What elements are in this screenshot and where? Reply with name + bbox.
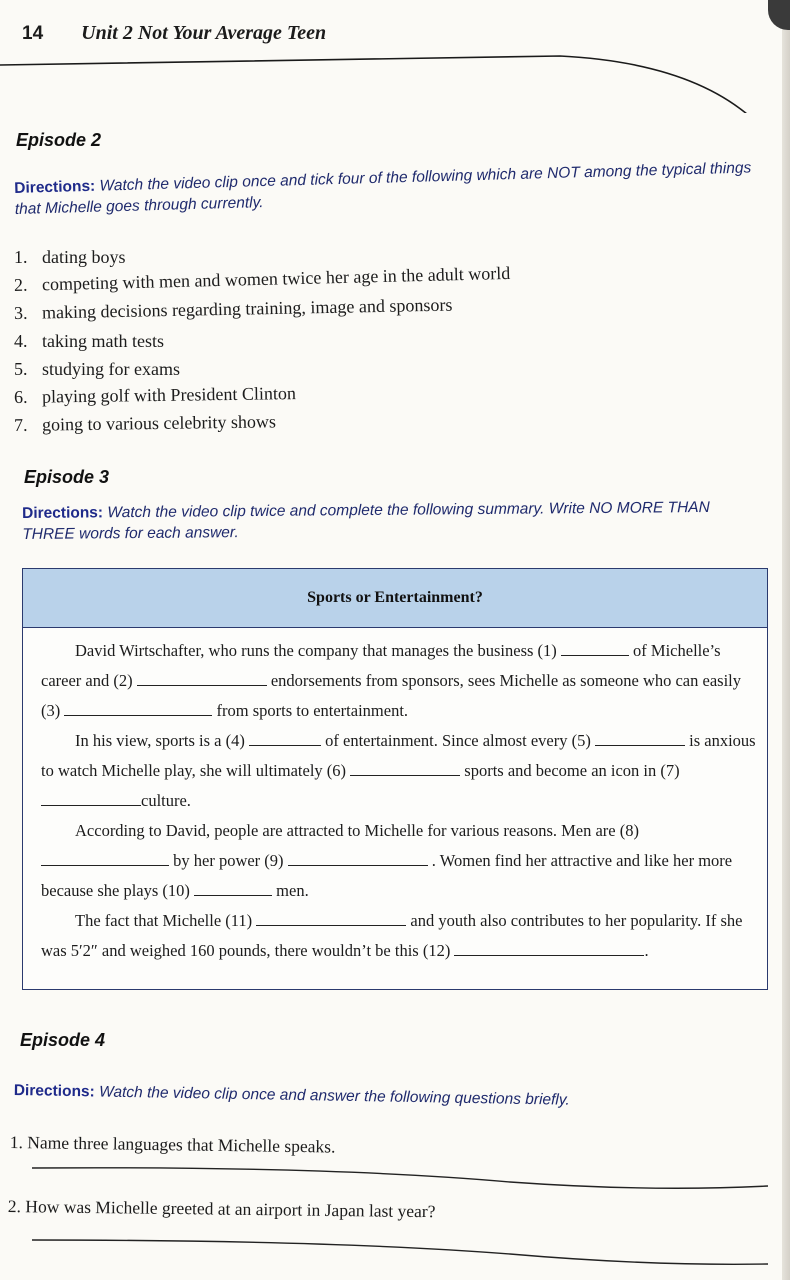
blank-12[interactable] <box>454 941 644 956</box>
blank-2[interactable] <box>137 671 267 686</box>
blank-6[interactable] <box>350 761 460 776</box>
question-1: 1. Name three languages that Michelle speaks. <box>9 1132 336 1157</box>
summary-paragraph-3: According to David, people are attracted to Michelle for various reasons. Men are (8) by her power (9) . Women find her attractive and like her more because she plays (10) men. <box>41 821 733 900</box>
episode-2-title: Episode 2 <box>16 130 102 150</box>
summary-box <box>22 568 768 990</box>
summary-title: Sports or Entertainment? <box>307 589 483 606</box>
blank-4[interactable] <box>249 731 321 746</box>
blank-10[interactable] <box>194 881 272 896</box>
page-header <box>22 22 742 52</box>
directions-label: Directions: <box>13 1081 95 1101</box>
blank-8[interactable] <box>41 851 169 866</box>
list-item: 3. making decisions regarding training, image and sponsors <box>13 294 453 323</box>
header-rule <box>0 53 760 113</box>
list-item: 1. dating boys <box>14 247 126 267</box>
episode-4-directions <box>14 1080 774 1114</box>
directions-label: Directions: <box>14 177 96 197</box>
list-item: 5. studying for exams <box>14 359 180 379</box>
book-binding-shadow <box>768 0 790 30</box>
directions-text: Watch the video clip twice and complete the following summary. Write NO MORE THAN THREE words for each answer. <box>22 498 710 543</box>
directions-text: Watch the video clip once and answer the following questions briefly. <box>98 1083 570 1109</box>
list-item: 7. going to various celebrity shows <box>13 411 277 435</box>
episode-2-directions <box>14 157 760 220</box>
directions-label: Directions: <box>22 504 104 522</box>
blank-7[interactable] <box>41 791 141 806</box>
summary-paragraph-4: The fact that Michelle (11) and youth also contributes to her popularity. If she was 5′2″ and weighed 160 pounds, there wouldn’t be this (12) . <box>41 911 743 960</box>
episode-4-title: Episode 4 <box>20 1030 106 1050</box>
summary-paragraph-1: David Wirtschafter, who runs the company that manages the business (1) of Michelle’s career and (2) endorsements from sponsors, sees Michelle as someone who can easily (3) from sports to entertainment. <box>41 641 741 720</box>
list-item: 4. taking math tests <box>14 331 164 351</box>
list-item: 2. competing with men and women twice her age in the adult world <box>13 262 511 295</box>
unit-title: Unit 2 Not Your Average Teen <box>81 22 327 44</box>
list-item: 6. playing golf with President Clinton <box>13 383 297 407</box>
episode-3-directions <box>22 497 766 545</box>
blank-5[interactable] <box>595 731 685 746</box>
question-2: 2. How was Michelle greeted at an airport in Japan last year? <box>7 1196 436 1222</box>
summary-header <box>23 569 767 628</box>
page-number: 14 <box>22 23 44 44</box>
episode-3-title: Episode 3 <box>24 467 110 487</box>
directions-text: Watch the video clip once and tick four of the following which are NOT among the typical things that Michelle goes through currently. <box>14 159 752 218</box>
blank-1[interactable] <box>561 641 629 656</box>
blank-9[interactable] <box>288 851 428 866</box>
episode-2-list <box>14 243 654 439</box>
summary-paragraph-2: In his view, sports is a (4) of entertainment. Since almost every (5) is anxious to watch Michelle play, she will ultimately (6) sports and become an icon in (7) culture. <box>41 731 756 810</box>
answer-line-1[interactable] <box>30 1160 770 1196</box>
blank-3[interactable] <box>64 701 212 716</box>
page-edge <box>782 0 790 1280</box>
summary-body <box>23 628 767 966</box>
answer-line-2[interactable] <box>30 1236 770 1270</box>
blank-11[interactable] <box>256 911 406 926</box>
